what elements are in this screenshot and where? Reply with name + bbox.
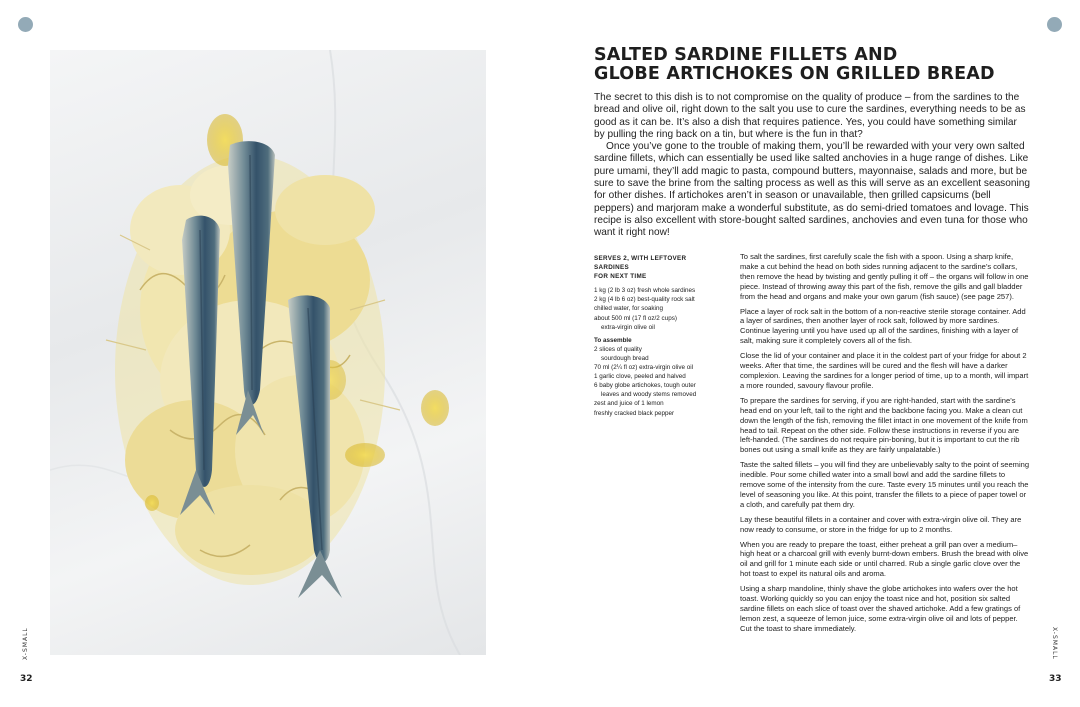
method-step: To salt the sardines, first carefully scale the fish with a spoon. Using a sharp knife, make a cut behind the head on both sides running adjacent to the sardine’s collars, then remove the head by twisting and gently pulling it off – the organs will follow in one piece. Instead of throwing away this part of the fish, remove the gills and gall bladder from the head and organs and make your own garum (fish sauce) (see page 257).: [740, 252, 1029, 301]
method-step: Using a sharp mandoline, thinly shave the globe artichokes into wafers over the hot toast. Working quickly so you can enjoy the toast nice and hot, position six salted sardine fillets on each slice of toast over the shaved artichoke. Add a few gratings of lemon zest, a squeeze of lemon juice, some extra-virgin olive oil and lots of pepper. Cut the toast to share immediately.: [740, 584, 1021, 633]
assemble-heading: To assemble: [594, 336, 632, 344]
ingredient-item: 70 ml (2¼ fl oz) extra-virgin olive oil: [594, 364, 694, 372]
intro-paragraph: Once you’ve gone to the trouble of making them, you’ll be rewarded with your very own salted sardine fillets, which can essentially be used like salted anchovies in a huge range of dishes. Like pure umami, they’ll add magic to pasta, compound butters, mayonnaise, salads and more, but be sure to save the brine from the salting process as well as this will serve as an excellent seasoning for other dishes. If artichokes aren’t in season or unavailable, then grilled capsicums (bell peppers) and marjoram make a wonderful substitute, as do semi-dried tomatoes and lovage. This recipe is also excellent with store-bought salted sardines, anchovies and even tuna for those who want it right now!: [594, 141, 1030, 239]
method-column: [740, 252, 1030, 639]
dish-photograph: [50, 50, 486, 655]
ingredient-item: leaves and woody stems removed: [601, 391, 697, 399]
ingredient-item: freshly cracked black pepper: [594, 409, 675, 417]
ingredient-item: extra-virgin olive oil: [601, 323, 655, 331]
corner-dot-left: [18, 17, 33, 32]
ingredient-item: 1 kg (2 lb 3 oz) fresh whole sardines: [594, 287, 696, 295]
ingredient-item: 2 kg (4 lb 6 oz) best-quality rock salt: [594, 296, 695, 304]
running-head-left: X-SMALL: [22, 627, 29, 660]
ingredient-item: zest and juice of 1 lemon: [594, 400, 664, 408]
ingredient-item: sourdough bread: [601, 354, 649, 362]
ingredient-item: 1 garlic clove, peeled and halved: [594, 373, 686, 381]
method-step: When you are ready to prepare the toast, either preheat a grill pan over a medium–high heat or a charcoal grill with evenly burnt-down embers. Brush the bread with olive oil and grill for 1 minute each side or until charred. Rub a single garlic clove over the hot toast to expel its natural oils and aroma.: [740, 539, 1029, 579]
running-head-right: X-SMALL: [1051, 627, 1058, 660]
method-step: To prepare the sardines for serving, if you are right-handed, start with the sardine’s head end on your left, tail to the right and the backbone facing you. Make a clean cut down the length of the fish, removing the fillet intact in one movement of the knife from head to tail. Repeat on the other side. Follow these instructions in reverse if you are left-handed. (The sardines do not require pin-boning, but it is important to cut the rib bones out using a small knife as they are fairly unpalatable.): [740, 395, 1028, 455]
method-step: Lay these beautiful fillets in a container and cover with extra-virgin olive oil. They are now ready to consume, or store in the fridge for up to 2 months.: [740, 514, 1022, 534]
ingredient-item: chilled water, for soaking: [594, 305, 663, 313]
recipe-title: [594, 46, 995, 84]
recipe-intro: [594, 92, 1030, 240]
ingredient-item: 2 slices of quality: [594, 345, 642, 353]
method-step: Place a layer of rock salt in the bottom of a non-reactive sterile storage container. Add a layer of sardines, then another layer of rock salt, followed by more sardines. Continue layering until you have used up all of the sardines, finishing with a layer of salt, making sure it completely covers all of the fish.: [740, 306, 1026, 346]
ingredient-item: about 500 ml (17 fl oz/2 cups): [594, 314, 677, 322]
method-step: Taste the salted fillets – you will find they are unbelievably salty to the point of seeming inedible. Pour some chilled water into a small bowl and add the sardine fillets to remove some of the intensity from the cure. Taste every 15 minutes until you reach the level of seasoning you like. At this point, transfer the fillets to a piece of paper towel or a cloth, and carefully pat them dry.: [740, 460, 1030, 509]
recipe-title-line-2: GLOBE ARTICHOKES ON GRILLED BREAD: [594, 64, 995, 84]
page-number-right: 33: [1049, 674, 1062, 684]
method-step: Close the lid of your container and place it in the coldest part of your fridge for about 2 weeks. After that time, the sardines will be cured and the flesh will have a darker complexion. Leaving the sardines for a longer period of time, up to a month, will impart a more rounded, savoury flavour profile.: [740, 351, 1029, 390]
page-number-left: 32: [20, 674, 33, 684]
corner-dot-right: [1047, 17, 1062, 32]
serves-line: FOR NEXT TIME: [594, 273, 647, 281]
dish-illustration: [50, 50, 486, 655]
ingredients-column: [594, 254, 719, 418]
recipe-title-line-1: SALTED SARDINE FILLETS AND: [594, 45, 898, 65]
serves-note: [594, 254, 719, 281]
intro-paragraph: The secret to this dish is to not compromise on the quality of produce – from the sardines to the bread and olive oil, right down to the salt you use to cure the sardines, everything needs to be as good as it can be. It’s also a dish that requires patience. Yes, you could have something similar by pulling the ring back on a tin, but where is the fun in that?: [594, 92, 1026, 140]
serves-line: SERVES 2, WITH LEFTOVER SARDINES: [594, 255, 687, 272]
ingredient-item: 6 baby globe artichokes, tough outer: [594, 382, 696, 390]
